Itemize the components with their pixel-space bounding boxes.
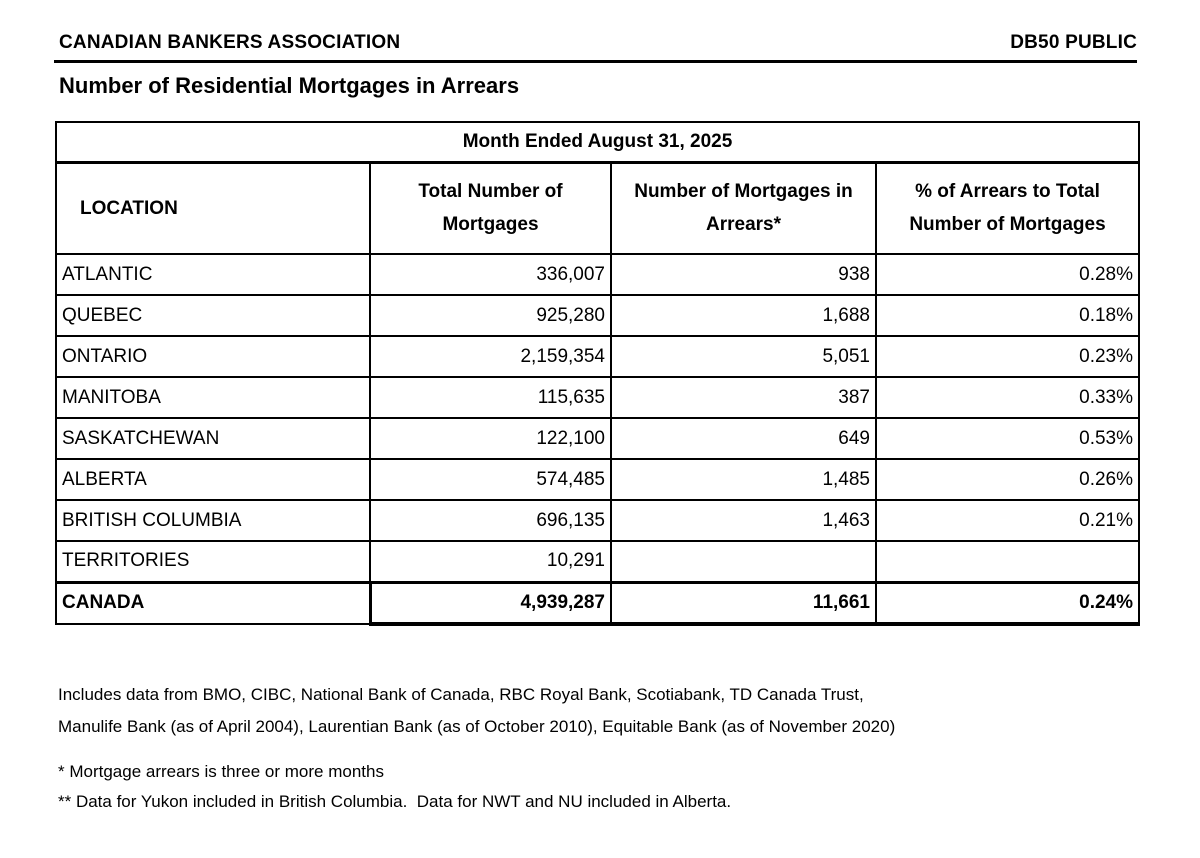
column-header-total-line1: Total Number of: [418, 181, 563, 203]
table-row-british-columbia: [56, 500, 1139, 541]
location-cell: ALBERTA: [56, 459, 370, 500]
column-header-arrears: [611, 162, 876, 254]
table-row-territories: [56, 541, 1139, 582]
data-sources-line2: Manulife Bank (as of April 2004), Laurentian Bank (as of October 2010), Equitable Bank (as of November 2020): [58, 717, 896, 736]
location-cell: MANITOBA: [56, 377, 370, 418]
pct-cell: 0.18%: [876, 295, 1139, 336]
doc-code: DB50 PUBLIC: [1010, 32, 1137, 53]
total-cell: 574,485: [370, 459, 611, 500]
arrears-cell: 1,463: [611, 500, 876, 541]
total-cell: 4,939,287: [370, 582, 611, 624]
data-sources-note: [58, 679, 895, 743]
column-header-pct-line1: % of Arrears to Total: [915, 181, 1100, 203]
table-row-manitoba: [56, 377, 1139, 418]
total-cell: 925,280: [370, 295, 611, 336]
table-row-saskatchewan: [56, 418, 1139, 459]
total-cell: 2,159,354: [370, 336, 611, 377]
period-header: Month Ended August 31, 2025: [56, 122, 1139, 162]
footnote-territories-allocation: ** Data for Yukon included in British Columbia. Data for NWT and NU included in Alberta.: [58, 792, 732, 811]
column-header-pct-line2: Number of Mortgages: [909, 214, 1106, 236]
page-title: Number of Residential Mortgages in Arrears: [59, 73, 520, 98]
arrears-cell: 387: [611, 377, 876, 418]
location-cell: QUEBEC: [56, 295, 370, 336]
arrears-cell: 5,051: [611, 336, 876, 377]
pct-cell: 0.53%: [876, 418, 1139, 459]
pct-cell: 0.33%: [876, 377, 1139, 418]
column-header-location: [56, 162, 370, 254]
masthead: [54, 32, 1137, 63]
column-header-arrears-line2: Arrears*: [706, 214, 781, 236]
table-row-canada-total: [56, 582, 1139, 624]
pct-cell: 0.21%: [876, 500, 1139, 541]
total-cell: 115,635: [370, 377, 611, 418]
location-cell: TERRITORIES: [56, 541, 370, 582]
total-cell: 10,291: [370, 541, 611, 582]
column-header-row: [56, 162, 1139, 254]
period-header-row: [56, 122, 1139, 162]
pct-cell: [876, 541, 1139, 582]
total-cell: 122,100: [370, 418, 611, 459]
location-cell: ONTARIO: [56, 336, 370, 377]
pct-cell: 0.26%: [876, 459, 1139, 500]
arrears-cell: 938: [611, 254, 876, 295]
location-cell: BRITISH COLUMBIA: [56, 500, 370, 541]
column-header-arrears-line1: Number of Mortgages in: [634, 181, 853, 203]
pct-cell: 0.24%: [876, 582, 1139, 624]
location-cell: SASKATCHEWAN: [56, 418, 370, 459]
column-header-pct-arrears: [876, 162, 1139, 254]
data-sources-line1: Includes data from BMO, CIBC, National Bank of Canada, RBC Royal Bank, Scotiabank, TD Canada Trust,: [58, 685, 864, 704]
column-header-total-mortgages: [370, 162, 611, 254]
column-header-location-label: LOCATION: [80, 197, 178, 219]
arrears-cell: 11,661: [611, 582, 876, 624]
footnote-arrears-definition: * Mortgage arrears is three or more months: [58, 762, 384, 781]
arrears-cell: 649: [611, 418, 876, 459]
location-cell: ATLANTIC: [56, 254, 370, 295]
arrears-cell: 1,485: [611, 459, 876, 500]
total-cell: 336,007: [370, 254, 611, 295]
table-row-alberta: [56, 459, 1139, 500]
mortgages-in-arrears-table: [55, 121, 1140, 626]
arrears-cell: [611, 541, 876, 582]
column-header-total-line2: Mortgages: [442, 214, 539, 236]
table-row-quebec: [56, 295, 1139, 336]
pct-cell: 0.23%: [876, 336, 1139, 377]
org-name: CANADIAN BANKERS ASSOCIATION: [59, 32, 401, 53]
table-row-atlantic: [56, 254, 1139, 295]
table-row-ontario: [56, 336, 1139, 377]
arrears-cell: 1,688: [611, 295, 876, 336]
pct-cell: 0.28%: [876, 254, 1139, 295]
total-cell: 696,135: [370, 500, 611, 541]
location-cell: CANADA: [56, 582, 370, 624]
